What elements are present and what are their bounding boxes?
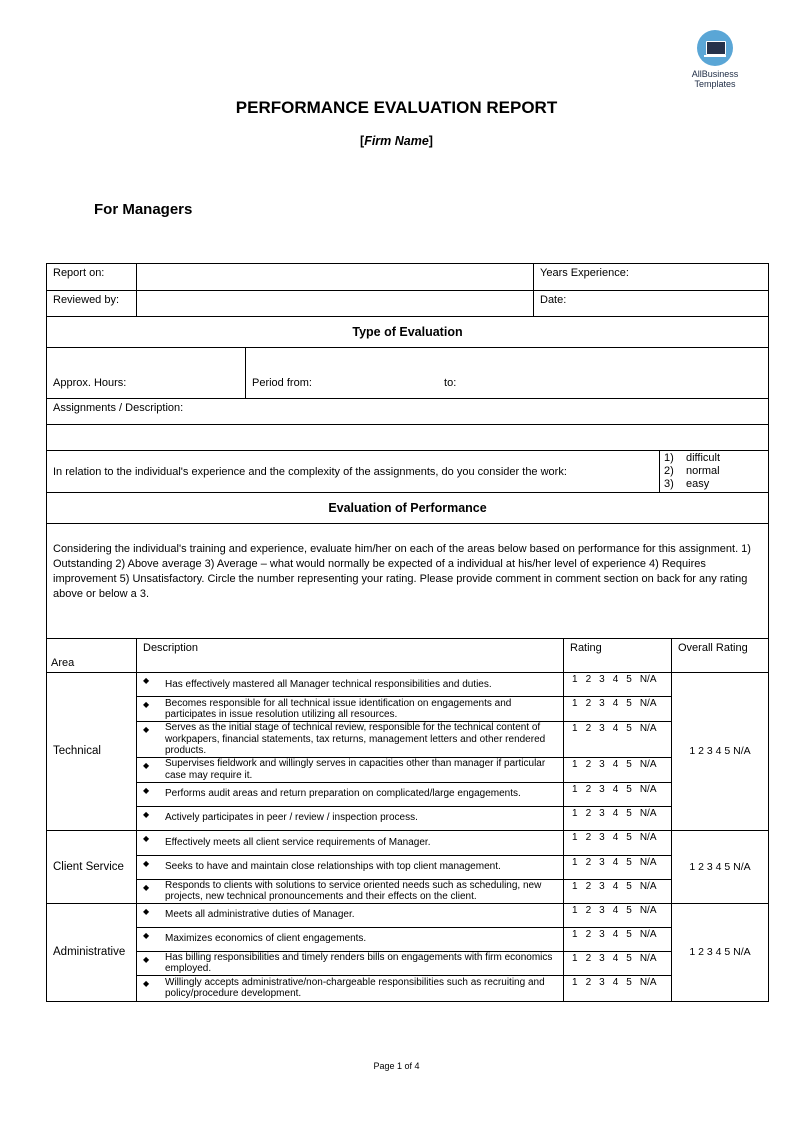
- rating-option[interactable]: 3: [599, 807, 605, 819]
- rating-option[interactable]: 2: [585, 904, 592, 916]
- rating-option[interactable]: N/A: [639, 880, 657, 892]
- rating-options: [564, 697, 672, 722]
- rating-option[interactable]: N/A: [639, 783, 657, 795]
- rating-option[interactable]: 1: [572, 723, 578, 734]
- logo-text-line1: AllBusiness: [691, 69, 739, 79]
- years-experience-label: Years Experience:: [540, 267, 629, 279]
- rating-option[interactable]: 1: [572, 807, 578, 819]
- criterion-text: Has billing responsibilities and timely renders bills on engagements with firm economics employed.: [165, 951, 553, 974]
- page-title: PERFORMANCE EVALUATION REPORT: [235, 98, 558, 117]
- rating-option[interactable]: 4: [612, 976, 619, 988]
- rating-options: [564, 903, 672, 927]
- header-overall-rating: Overall Rating: [672, 639, 769, 673]
- rating-options: [564, 722, 672, 758]
- rating-option[interactable]: N/A: [639, 758, 657, 770]
- rating-option[interactable]: 1: [572, 831, 578, 843]
- rating-option[interactable]: 2: [585, 976, 592, 988]
- rating-option[interactable]: 3: [599, 904, 605, 916]
- rating-option[interactable]: 2: [585, 928, 592, 940]
- criterion-description: [137, 927, 564, 951]
- rating-option[interactable]: 4: [612, 928, 619, 940]
- criterion-description: [137, 951, 564, 975]
- rating-option[interactable]: 2: [585, 807, 592, 819]
- rating-option[interactable]: 3: [599, 880, 605, 892]
- firm-name: [Firm Name]: [360, 134, 433, 148]
- header-area: Area: [47, 639, 137, 673]
- rating-option[interactable]: 4: [612, 952, 619, 964]
- option-difficult[interactable]: 1) difficult: [664, 452, 721, 464]
- rating-option[interactable]: 3: [599, 723, 605, 734]
- firm-name-text: Firm Name: [364, 134, 429, 148]
- report-header-table: [46, 263, 769, 639]
- rating-options: [564, 806, 672, 830]
- overall-rating-options[interactable]: 1 2 3 4 5 N/A: [672, 903, 769, 1001]
- rating-option[interactable]: 5: [626, 856, 632, 868]
- rating-option[interactable]: 4: [612, 698, 619, 709]
- rating-option[interactable]: 3: [599, 698, 605, 709]
- rating-option[interactable]: 2: [585, 723, 592, 734]
- date-label: Date:: [540, 294, 567, 306]
- area-label: Administrative: [47, 903, 137, 1001]
- rating-option[interactable]: 5: [626, 976, 632, 988]
- rating-option[interactable]: 5: [626, 783, 632, 795]
- rating-option[interactable]: N/A: [639, 831, 657, 843]
- rating-option[interactable]: 3: [599, 831, 605, 843]
- header-description: Description: [137, 639, 564, 673]
- rating-option[interactable]: 1: [572, 952, 578, 964]
- years-experience-field[interactable]: [534, 264, 769, 291]
- criterion-text: Seeks to have and maintain close relationships with top client management.: [165, 861, 501, 873]
- date-field[interactable]: [534, 291, 769, 317]
- rating-option[interactable]: 5: [626, 698, 632, 709]
- rating-option[interactable]: N/A: [639, 723, 657, 734]
- rating-option[interactable]: 4: [612, 783, 619, 795]
- overall-rating-options[interactable]: 1 2 3 4 5 N/A: [672, 830, 769, 903]
- criterion-text: Has effectively mastered all Manager technical responsibilities and duties.: [165, 678, 492, 690]
- reviewed-by-field[interactable]: [137, 291, 534, 317]
- criterion-description: [137, 903, 564, 927]
- rating-option[interactable]: 4: [612, 807, 619, 819]
- rating-option[interactable]: 5: [626, 904, 632, 916]
- criterion-text: Performs audit areas and return preparation on complicated/large engagements.: [165, 788, 521, 800]
- rating-option[interactable]: 1: [572, 856, 578, 868]
- rating-option[interactable]: 1: [572, 698, 578, 709]
- criterion-text: Responds to clients with solutions to service oriented needs such as scheduling, new projects, new technical pronouncements and their effects on the client.: [165, 879, 542, 902]
- complexity-options: [660, 451, 769, 493]
- rating-option[interactable]: 2: [585, 698, 592, 709]
- report-on-field[interactable]: [137, 264, 534, 291]
- criterion-text: Maximizes economics of client engagements.: [165, 933, 367, 945]
- period-from-label: Period from:: [252, 377, 312, 389]
- rating-option[interactable]: 3: [599, 928, 605, 940]
- rating-option[interactable]: 5: [626, 758, 632, 770]
- rating-option[interactable]: N/A: [639, 976, 657, 988]
- rating-options: [564, 879, 672, 903]
- rating-option[interactable]: 1: [572, 976, 578, 988]
- type-of-evaluation-heading: Type of Evaluation: [47, 317, 769, 348]
- rating-option[interactable]: 2: [585, 831, 592, 843]
- rating-option[interactable]: 4: [612, 904, 619, 916]
- laptop-icon: [697, 30, 733, 66]
- rating-option[interactable]: 4: [612, 880, 619, 892]
- rating-option[interactable]: 3: [599, 856, 605, 868]
- criterion-text: Effectively meets all client service requirements of Manager.: [165, 836, 431, 848]
- criterion-text: Supervises fieldwork and willingly serves in capacities other than manager if particular case may require it.: [165, 758, 546, 781]
- rating-option[interactable]: 3: [599, 783, 605, 795]
- section-heading: For Managers: [94, 201, 193, 218]
- header-rating: Rating: [564, 639, 672, 673]
- criterion-description: [137, 757, 564, 782]
- diamond-bullet-icon: ◆: [143, 882, 150, 892]
- rating-option[interactable]: 2: [585, 952, 592, 964]
- rating-option[interactable]: 1: [572, 758, 578, 770]
- diamond-bullet-icon: ◆: [143, 858, 150, 868]
- rating-option[interactable]: N/A: [639, 698, 657, 709]
- diamond-bullet-icon: ◆: [143, 906, 150, 916]
- rating-option[interactable]: 5: [626, 928, 632, 940]
- criterion-description: [137, 855, 564, 879]
- diamond-bullet-icon: ◆: [143, 954, 150, 964]
- approx-hours-field[interactable]: [47, 348, 246, 399]
- rating-options: [564, 951, 672, 975]
- assignments-label: Assignments / Description:: [47, 399, 769, 425]
- logo-text-line2: Templates: [694, 79, 736, 89]
- evaluation-table: [46, 638, 769, 1002]
- criterion-description: [137, 830, 564, 855]
- criterion-description: [137, 782, 564, 806]
- rating-option[interactable]: N/A: [639, 807, 657, 819]
- overall-rating-options[interactable]: 1 2 3 4 5 N/A: [672, 673, 769, 831]
- diamond-bullet-icon: ◆: [143, 809, 150, 819]
- diamond-bullet-icon: ◆: [143, 676, 150, 685]
- period-field[interactable]: [246, 348, 769, 399]
- criterion-description: [137, 697, 564, 722]
- area-label: Client Service: [47, 830, 137, 903]
- area-label: Technical: [47, 673, 137, 831]
- rating-option[interactable]: 2: [585, 880, 592, 892]
- rating-option[interactable]: 3: [599, 758, 605, 770]
- rating-options: [564, 927, 672, 951]
- criterion-description: [137, 879, 564, 903]
- evaluation-instructions: Considering the individual's training and experience, evaluate him/her on each of the areas below based on performance for this assignment. 1) Outstanding 2) Above average 3) Average – what would normally be expected of a individual at his/her level of experience 4) Requires improvement 5) Unsatisfactory. Circle the number representing your rating. Please provide comment in comment section on back for any rating above or below a 3.: [47, 524, 769, 639]
- rating-options: [564, 855, 672, 879]
- rating-option[interactable]: 1: [572, 880, 578, 892]
- rating-option[interactable]: 2: [585, 674, 592, 685]
- diamond-bullet-icon: ◆: [143, 978, 150, 988]
- rating-option[interactable]: 2: [585, 758, 592, 770]
- rating-options: [564, 975, 672, 1001]
- rating-option[interactable]: 1: [572, 674, 578, 685]
- rating-options: [564, 830, 672, 855]
- rating-option[interactable]: 3: [599, 952, 605, 964]
- rating-option[interactable]: 4: [612, 831, 619, 843]
- rating-option[interactable]: 4: [612, 674, 619, 685]
- rating-option[interactable]: 4: [612, 856, 619, 868]
- diamond-bullet-icon: ◆: [143, 700, 150, 709]
- approx-hours-label: Approx. Hours:: [53, 377, 127, 389]
- assignments-field[interactable]: [47, 425, 769, 451]
- criterion-text: Actively participates in peer / review / inspection process.: [165, 812, 418, 824]
- criterion-text: Meets all administrative duties of Manager.: [165, 909, 355, 921]
- criterion-text: Becomes responsible for all technical issue identification on engagements and participates in issue resolution utilizing all resources.: [165, 697, 512, 720]
- option-easy[interactable]: 3) easy: [664, 478, 710, 490]
- rating-option[interactable]: N/A: [639, 928, 657, 940]
- criterion-text: Willingly accepts administrative/non-chargeable responsibilities such as recruiting and policy/procedure development.: [165, 976, 545, 999]
- option-normal[interactable]: 2) normal: [664, 465, 720, 477]
- rating-option[interactable]: 5: [626, 831, 632, 843]
- complexity-question: In relation to the individual's experience and the complexity of the assignments, do you consider the work:: [47, 451, 660, 493]
- diamond-bullet-icon: ◆: [143, 760, 150, 770]
- allbusiness-logo: [668, 30, 762, 89]
- page-footer: Page 1 of 4: [373, 1061, 420, 1071]
- period-to-label: to:: [444, 377, 457, 389]
- rating-option[interactable]: N/A: [639, 904, 657, 916]
- rating-options: [564, 782, 672, 806]
- evaluation-of-performance-heading: Evaluation of Performance: [47, 493, 769, 524]
- rating-option[interactable]: N/A: [639, 674, 657, 685]
- rating-option[interactable]: 3: [599, 976, 605, 988]
- criterion-description: [137, 806, 564, 830]
- diamond-bullet-icon: ◆: [143, 930, 150, 940]
- rating-option[interactable]: 3: [599, 674, 605, 685]
- reviewed-by-label: Reviewed by:: [47, 291, 137, 317]
- rating-option[interactable]: N/A: [639, 856, 657, 868]
- criterion-description: [137, 673, 564, 697]
- rating-option[interactable]: 1: [572, 928, 578, 940]
- rating-option[interactable]: 5: [626, 807, 632, 819]
- rating-option[interactable]: 5: [626, 723, 632, 734]
- rating-option[interactable]: 1: [572, 904, 578, 916]
- diamond-bullet-icon: ◆: [143, 785, 150, 795]
- rating-option[interactable]: 5: [626, 880, 632, 892]
- report-on-label: Report on:: [47, 264, 137, 291]
- rating-options: [564, 757, 672, 782]
- rating-option[interactable]: 5: [626, 952, 632, 964]
- rating-option[interactable]: 2: [585, 783, 592, 795]
- rating-option[interactable]: N/A: [639, 952, 657, 964]
- rating-option[interactable]: 4: [612, 758, 619, 770]
- rating-options: [564, 673, 672, 697]
- rating-option[interactable]: 2: [585, 856, 592, 868]
- criterion-description: [137, 975, 564, 1001]
- diamond-bullet-icon: ◆: [143, 725, 150, 734]
- criterion-description: [137, 722, 564, 758]
- rating-option[interactable]: 4: [612, 723, 619, 734]
- rating-option[interactable]: 1: [572, 783, 578, 795]
- rating-option[interactable]: 5: [626, 674, 632, 685]
- diamond-bullet-icon: ◆: [143, 833, 150, 843]
- criterion-text: Serves as the initial stage of technical review, responsible for the technical content of workpapers, financial statements, tax returns, management letters and other rendered products.: [165, 722, 546, 756]
